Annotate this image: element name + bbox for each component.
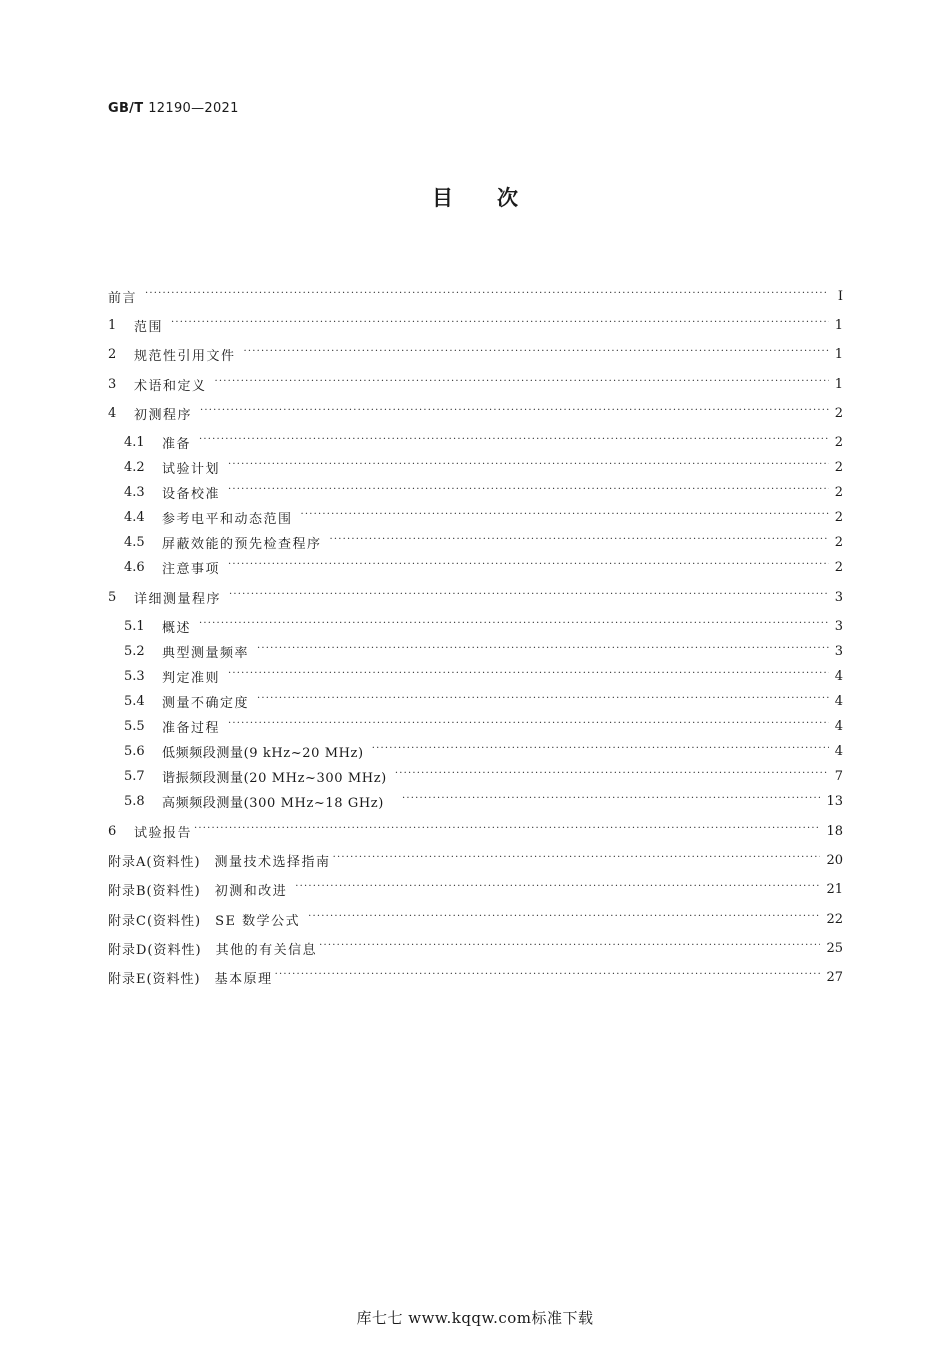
toc-entry-5-8[interactable] <box>124 790 843 812</box>
toc-entry-4-2[interactable] <box>124 456 843 478</box>
toc-entry-5-4[interactable] <box>124 690 843 712</box>
toc-entry-number: 3 <box>108 376 117 392</box>
toc-entry-page: 1 <box>834 376 843 392</box>
toc-entry-number: 6 <box>108 823 117 839</box>
toc-entry-page: 3 <box>834 643 843 659</box>
leader-dots <box>330 535 829 549</box>
leader-dots <box>275 970 821 984</box>
toc-entry-4-5[interactable] <box>124 531 843 553</box>
toc-entry-page: 20 <box>826 852 843 868</box>
toc-entry-number: 4.4 <box>124 509 145 525</box>
footer-watermark: 库七七 www.kqqw.com标准下载 <box>356 1309 594 1327</box>
toc-entry-page: 2 <box>834 484 843 500</box>
toc-entry-label: SE 数学公式 <box>215 913 301 929</box>
standard-number: 12190—2021 <box>148 101 239 116</box>
toc-entry-page: 1 <box>834 346 843 362</box>
toc-entry-5-2[interactable] <box>124 640 843 662</box>
toc-entry-label: 屏蔽效能的预先检查程序 <box>162 536 322 552</box>
leader-dots <box>333 853 821 867</box>
toc-entry-annex-a[interactable] <box>108 849 843 871</box>
toc-entry-label: 试验计划 <box>162 461 221 477</box>
leader-dots <box>215 377 829 391</box>
leader-dots <box>295 882 820 896</box>
leader-dots <box>199 619 829 633</box>
toc-entry-number: 5.1 <box>124 618 145 634</box>
toc-entry-label: 判定准则 <box>162 670 221 686</box>
toc-entry-4-6[interactable] <box>124 556 843 578</box>
toc-entry-label: 前言 <box>108 290 138 306</box>
toc-entry-page: 2 <box>834 559 843 575</box>
toc-entry-label: 准备过程 <box>162 720 221 736</box>
leader-dots <box>171 318 829 332</box>
leader-dots <box>228 485 829 499</box>
toc-entry-number: 4.5 <box>124 534 145 550</box>
toc-entry-number: 5.3 <box>124 668 145 684</box>
leader-dots <box>257 694 829 708</box>
leader-dots <box>308 912 820 926</box>
toc-entry-page: 21 <box>826 881 843 897</box>
toc-entry-label: 测量不确定度 <box>162 695 250 711</box>
toc-entry-page: 7 <box>834 768 843 784</box>
toc-entry-label: 规范性引用文件 <box>134 348 236 364</box>
toc-entry-number: 4.6 <box>124 559 145 575</box>
toc-entry-number: 4.2 <box>124 459 145 475</box>
leader-dots <box>257 644 829 658</box>
toc-entry-page: 27 <box>826 969 843 985</box>
leader-dots <box>229 590 829 604</box>
toc-entry-label: 初测程序 <box>134 407 193 423</box>
toc-entry-page: 2 <box>834 459 843 475</box>
toc-entry-3[interactable] <box>108 373 843 395</box>
leader-dots <box>372 744 829 758</box>
leader-dots <box>301 510 829 524</box>
toc-entry-label: 注意事项 <box>162 561 221 577</box>
toc-entry-label: 测量技术选择指南 <box>214 854 331 870</box>
toc-entry-number: 5.2 <box>124 643 145 659</box>
toc-entry-number: 5.5 <box>124 718 145 734</box>
toc-entry-label: 准备 <box>162 436 192 452</box>
toc-entry-number: 4.1 <box>124 434 145 450</box>
toc-entry-number: 5 <box>108 589 117 605</box>
toc-entry-4-4[interactable] <box>124 506 843 528</box>
toc-entry-label: 其他的有关信息 <box>215 942 318 958</box>
leader-dots <box>145 289 829 303</box>
toc-entry-page: 18 <box>826 823 843 839</box>
toc-entry-label: 范围 <box>134 319 164 335</box>
toc-entry-number: 5.8 <box>124 793 145 809</box>
toc-entry-number: 4 <box>108 405 117 421</box>
toc-entry-annex-b[interactable] <box>108 878 843 900</box>
leader-dots <box>402 794 821 808</box>
toc-entry-number: 5.4 <box>124 693 145 709</box>
standard-code <box>108 101 239 116</box>
toc-entry-label: 基本原理 <box>214 971 273 987</box>
toc-entry-annex-e[interactable] <box>108 966 843 988</box>
toc-entry-label: 详细测量程序 <box>134 591 222 607</box>
toc-entry-label: 低频频段测量(9 kHz~20 MHz) <box>162 745 364 761</box>
toc-entry-label: 设备校准 <box>162 486 221 502</box>
toc-entry-label: 初测和改进 <box>214 883 288 899</box>
toc-entry-number: 5.6 <box>124 743 145 759</box>
toc-entry-6[interactable] <box>108 820 843 842</box>
toc-entry-page: 2 <box>834 534 843 550</box>
toc-annex-number: 附录E(资料性) <box>108 971 201 987</box>
toc-entry-5-7[interactable] <box>124 765 843 787</box>
leader-dots <box>228 460 829 474</box>
toc-entry-foreword[interactable] <box>108 285 843 307</box>
toc-entry-5-5[interactable] <box>124 715 843 737</box>
toc-entry-page: 4 <box>834 693 843 709</box>
toc-annex-number: 附录B(资料性) <box>108 883 201 899</box>
toc-entry-4-3[interactable] <box>124 481 843 503</box>
toc-entry-number: 1 <box>108 317 117 333</box>
leader-dots <box>228 560 829 574</box>
toc-entry-label: 高频频段测量(300 MHz~18 GHz) <box>162 795 384 811</box>
toc-entry-annex-c[interactable] <box>108 908 843 930</box>
toc-entry-number: 4.3 <box>124 484 145 500</box>
toc-entry-page: 13 <box>826 793 843 809</box>
toc-annex-number: 附录A(资料性) <box>108 854 201 870</box>
toc-entry-4[interactable] <box>108 402 843 424</box>
toc-entry-label: 参考电平和动态范围 <box>162 511 293 527</box>
toc-entry-number: 2 <box>108 346 117 362</box>
toc-entry-number: 5.7 <box>124 768 145 784</box>
toc-annex-number: 附录C(资料性) <box>108 913 202 929</box>
leader-dots <box>395 769 829 783</box>
toc-entry-page: 3 <box>834 589 843 605</box>
toc-entry-label: 术语和定义 <box>134 378 207 394</box>
toc-entry-label: 典型测量频率 <box>162 645 250 661</box>
leader-dots <box>244 347 829 361</box>
toc-entry-1[interactable] <box>108 314 843 336</box>
toc-entry-4-1[interactable] <box>124 431 843 453</box>
toc-entry-label: 谐振频段测量(20 MHz~300 MHz) <box>162 770 387 786</box>
toc-entry-label: 试验报告 <box>134 825 193 841</box>
leader-dots <box>228 719 829 733</box>
toc-entry-5-3[interactable] <box>124 665 843 687</box>
leader-dots <box>194 824 820 838</box>
leader-dots <box>319 941 820 955</box>
standard-prefix: GB/T <box>108 101 144 116</box>
toc-entry-2[interactable] <box>108 343 843 365</box>
toc-entry-page: 4 <box>834 743 843 759</box>
leader-dots <box>228 669 829 683</box>
toc-entry-page: Ⅰ <box>837 288 843 304</box>
page-title: 目次 <box>432 186 562 210</box>
toc-entry-5-1[interactable] <box>124 615 843 637</box>
toc-entry-page: 1 <box>834 317 843 333</box>
toc-entry-5-6[interactable] <box>124 740 843 762</box>
toc-entry-5[interactable] <box>108 586 843 608</box>
leader-dots <box>199 435 829 449</box>
toc-entry-page: 4 <box>834 668 843 684</box>
toc-entry-label: 概述 <box>162 620 192 636</box>
leader-dots <box>200 406 829 420</box>
toc-annex-number: 附录D(资料性) <box>108 942 202 958</box>
toc-entry-page: 2 <box>834 509 843 525</box>
toc-entry-page: 2 <box>834 405 843 421</box>
toc-entry-page: 25 <box>826 940 843 956</box>
toc-entry-page: 3 <box>834 618 843 634</box>
toc-entry-annex-d[interactable] <box>108 937 843 959</box>
toc-entry-page: 22 <box>826 911 843 927</box>
toc-entry-page: 2 <box>834 434 843 450</box>
toc-entry-page: 4 <box>834 718 843 734</box>
